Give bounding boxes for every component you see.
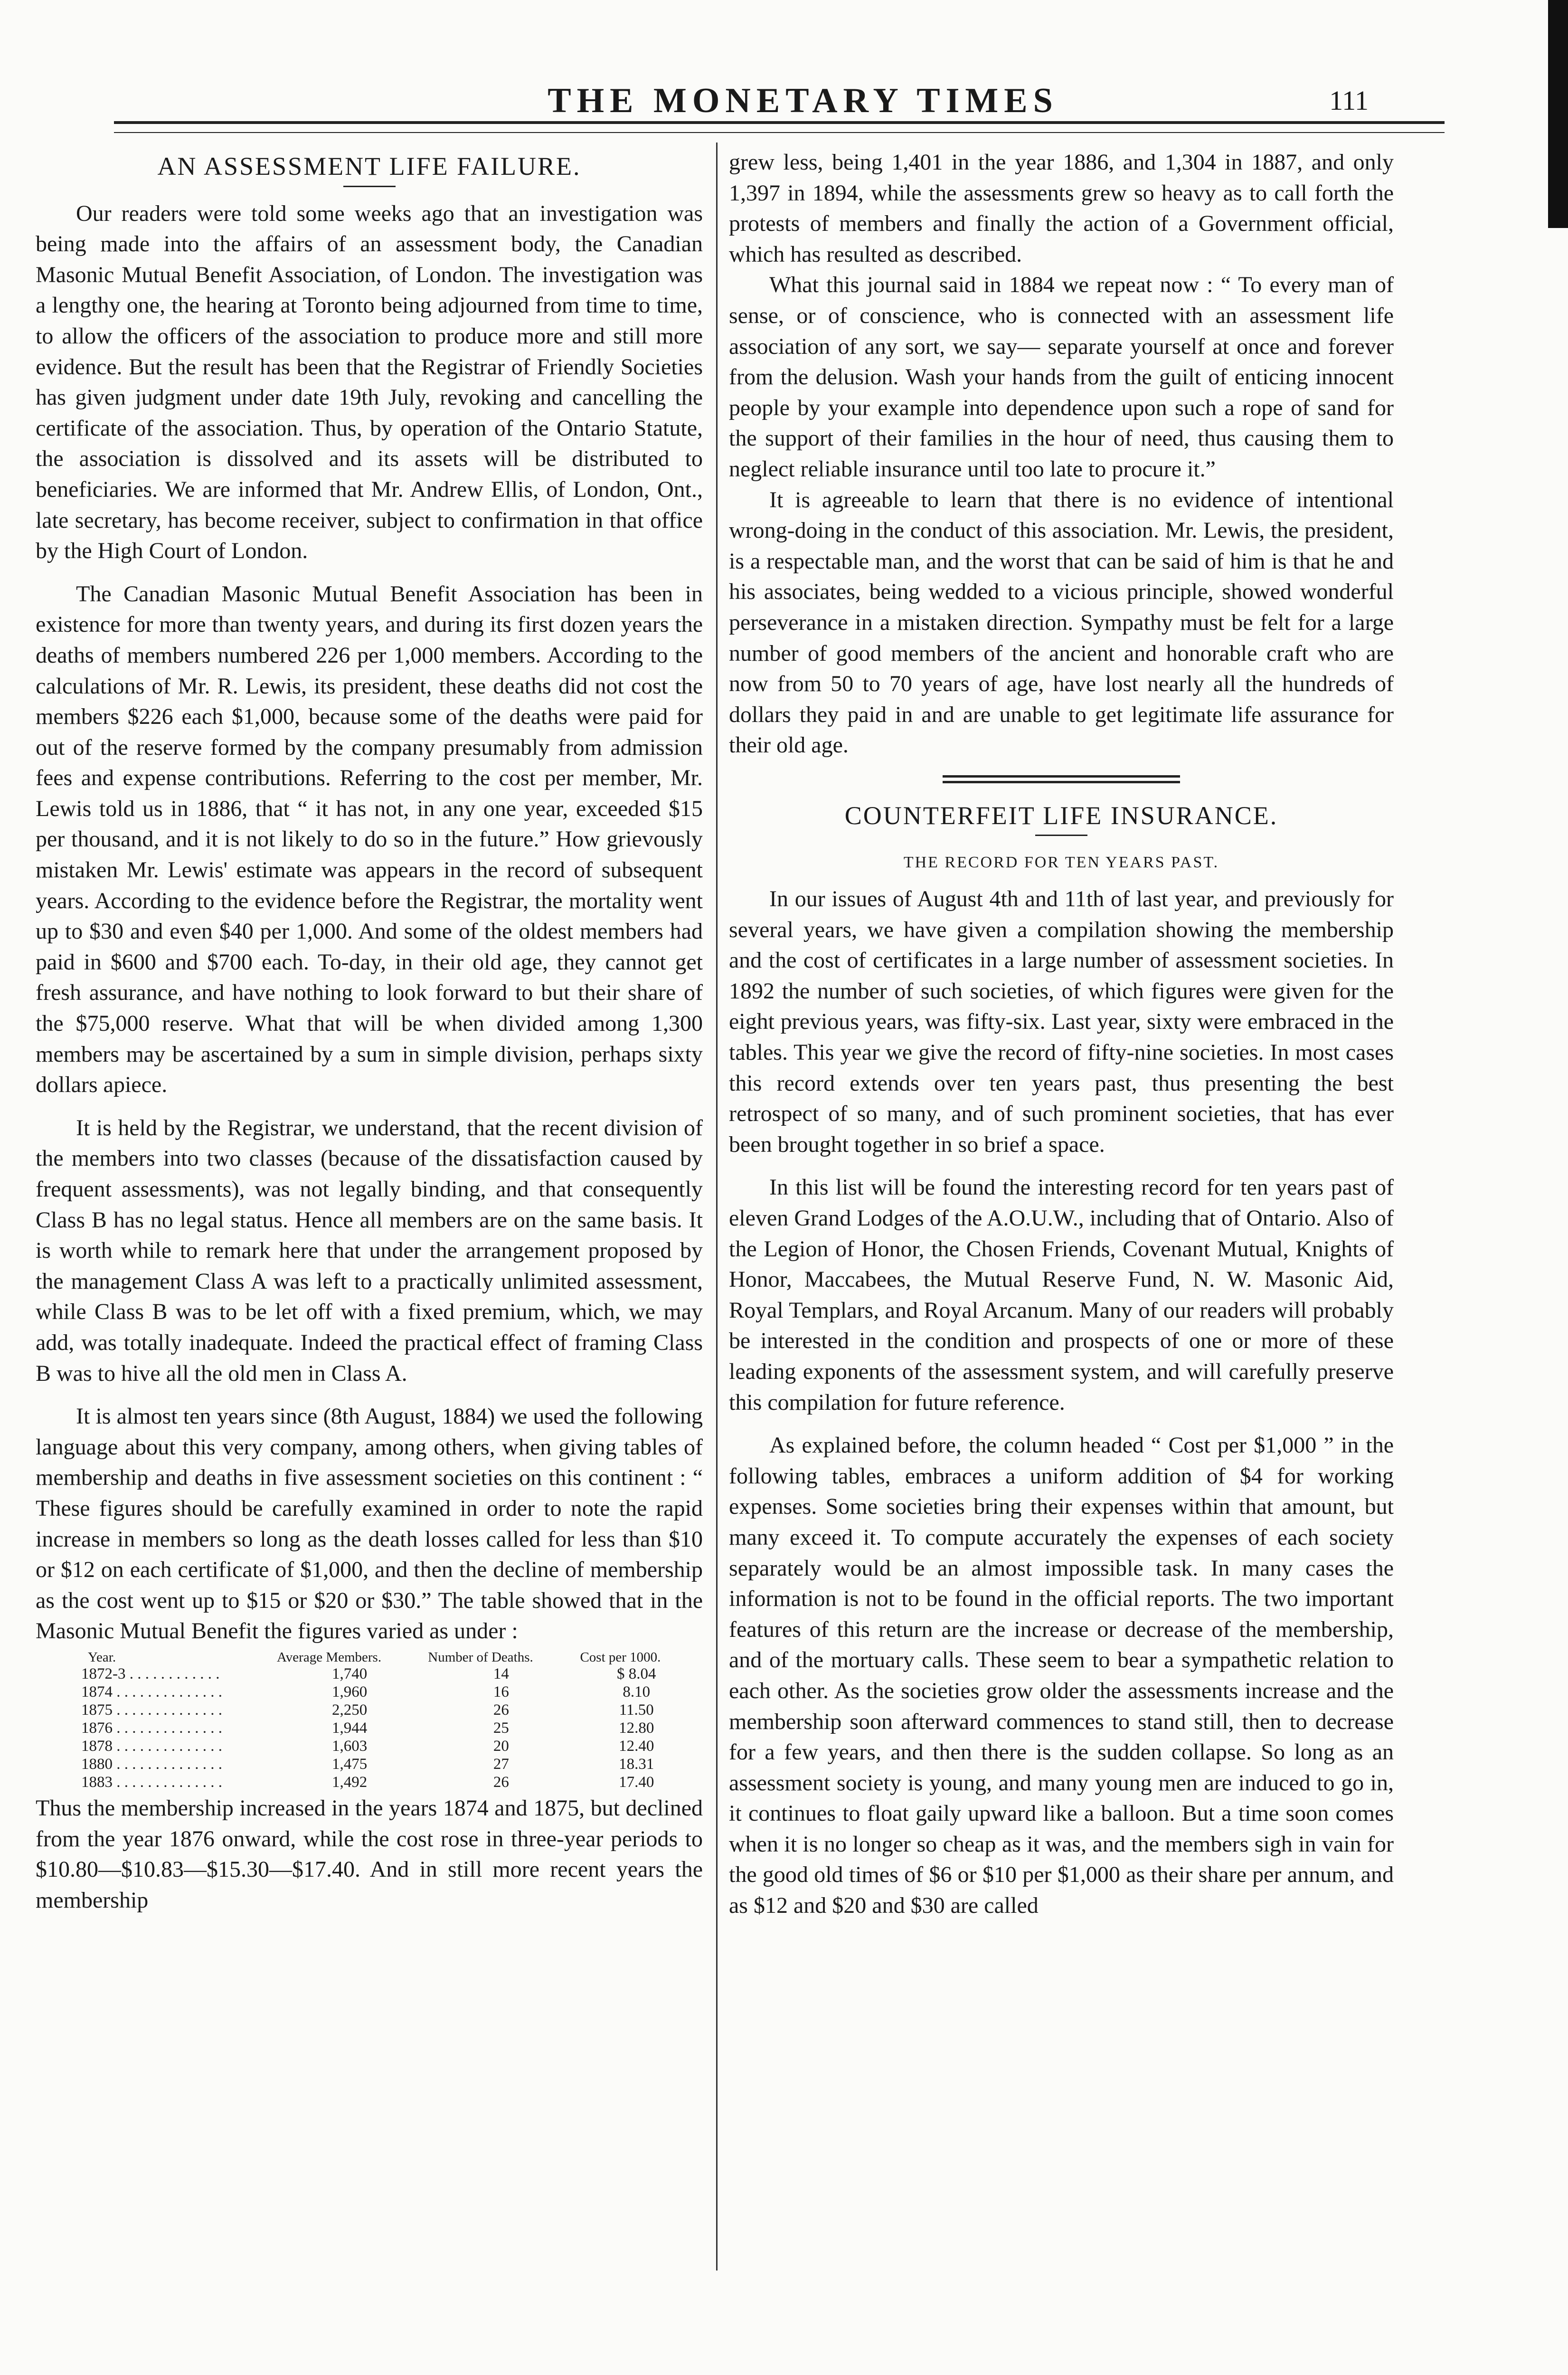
table-row bbox=[78, 1665, 696, 1683]
table-cell: 1872-3 . . . . . . . . . . . . bbox=[81, 1665, 220, 1682]
table-row bbox=[78, 1701, 696, 1719]
paragraph: In this list will be found the interesting record for ten years past of eleven Grand Lodges of the A.O.U.W., including that of Ontario. Also of the Legion of Honor, the Chosen Friends, Covenant Mutual, Knights of Honor, Maccabees, the Mutual Reserve Fund, N. W. Masonic Aid, Royal Templars, and Royal Arcanum. Many of our readers will probably be interested in the condition and prospects of one or more of these leading exponents of the assessment system, and will carefully preserve this compilation for future reference. bbox=[729, 1175, 1394, 1415]
paragraph: It is held by the Registrar, we understand, that the recent division of the members into two classes (because of the dissatisfaction caused by frequent assessments), was not legally binding, and that consequently Class B has no legal status. Hence all members are on the same basis. It is worth while to remark here that under the arrangement proposed by the management Class A was left to a practically unlimited assessment, while Class B was to be let off with a fixed premium, which, we may add, was totally inadequate. Indeed the practical effect of framing Class B was to hive all the old men in Class A. bbox=[36, 1115, 703, 1386]
article-subtitle: THE RECORD FOR TEN YEARS PAST. bbox=[903, 854, 1219, 872]
scan-edge bbox=[1548, 0, 1568, 228]
table-header: Year. bbox=[88, 1649, 116, 1665]
paragraph: As explained before, the column headed “ Cost per $1,000 ” in the following tables, embraces a uniform addition of $4 for working expenses. Some societies bring their expenses within that amount, but many exceed it. To compute accurately the expenses of each society separately would be an almost impossible task. In many cases the information is not to be found in the official reports. The two important features of this return are the increase or decrease of the membership, and of the mortuary calls. These seem to bear a sympathetic relation to each other. As the societies grow older the assessments increase and the membership soon afterward commences to stand still, then to decrease for a few years, and then there is the sudden collapse. So long as an assessment society is young, and many young men are induced to go in, it continues to float gaily upward like a balloon. But a time soon comes when it is no longer so cheap as it was, and the members sigh in vain for the good old times of $6 or $10 per $1,000 as their share per annum, and as $12 and $20 and $30 are called bbox=[729, 1433, 1394, 1919]
header-rule-thick bbox=[114, 121, 1445, 124]
section-divider bbox=[943, 775, 1180, 783]
table-cell: 11.50 bbox=[619, 1701, 654, 1719]
paragraph: grew less, being 1,401 in the year 1886, and 1,304 in 1887, and only 1,397 in 1894, while the assessments grew so heavy as to call forth the protests of members and finally the action of a Government official, which has resulted as described. bbox=[729, 150, 1394, 267]
table-row bbox=[78, 1719, 696, 1737]
table-header-row bbox=[78, 1651, 696, 1665]
paragraph: Thus the membership increased in the years 1874 and 1875, but declined from the year 1876 onward, while the cost rose in three-year periods to $10.80—$10.83—$15.30—$17.40. And in still more recent years the membership bbox=[36, 1795, 703, 1913]
table-cell: 1880 . . . . . . . . . . . . . . bbox=[81, 1755, 222, 1773]
paragraph: What this journal said in 1884 we repeat now : “ To every man of sense, or of conscience, who is connected with an assessment life association of any sort, we say— separate yourself at once and forever from the delusion. Wash your hands from the guilt of enticing innocent people by your example into dependence upon such a rope of sand for the support of their families in the hour of need, thus causing them to neglect reliable insurance until too late to procure it.” bbox=[729, 272, 1394, 482]
title-rule bbox=[1035, 835, 1087, 836]
column-divider bbox=[716, 142, 718, 2270]
article-title: COUNTERFEIT LIFE INSURANCE. bbox=[844, 801, 1278, 830]
table-row bbox=[78, 1683, 696, 1701]
table-cell: $ 8.04 bbox=[616, 1665, 656, 1682]
table-cell: 1878 . . . . . . . . . . . . . . bbox=[81, 1737, 222, 1755]
page-number: 111 bbox=[1329, 85, 1369, 116]
table-cell: 1,740 bbox=[332, 1665, 368, 1682]
table-header: Average Members. bbox=[277, 1649, 382, 1665]
table-cell: 1,603 bbox=[332, 1737, 368, 1755]
table-cell: 12.80 bbox=[619, 1719, 654, 1737]
paragraph: It is almost ten years since (8th August, 1884) we used the following language about this very company, among others, when giving tables of membership and deaths in five assessment societies on this continent : “ These figures should be carefully examined in order to note the rapid increase in members so long as the death losses called for less than $10 or $12 on each certificate of $1,000, and then the decline of membership as the cost went up to $15 or $20 or $30.” The table showed that in the Masonic Mutual Benefit the figures varied as under : bbox=[36, 1404, 703, 1644]
table-cell: 20 bbox=[493, 1737, 509, 1755]
table-header: Number of Deaths. bbox=[428, 1649, 533, 1665]
left-column bbox=[36, 147, 703, 1916]
table-cell: 1875 . . . . . . . . . . . . . . bbox=[81, 1701, 222, 1719]
table-cell: 14 bbox=[493, 1665, 509, 1682]
table-cell: 1,944 bbox=[332, 1719, 368, 1737]
table-cell: 1,475 bbox=[332, 1755, 368, 1773]
paragraph: The Canadian Masonic Mutual Benefit Association has been in existence for more than twenty years, and during its first dozen years the deaths of members numbered 226 per 1,000 members. According to the calculations of Mr. R. Lewis, its president, these deaths did not cost the members $226 each $1,000, because some of the deaths were paid for out of the reserve formed by the company presumably from admission fees and expense contributions. Referring to the cost per member, Mr. Lewis told us in 1886, that “ it has not, in any one year, exceeded $15 per thousand, and it is not likely to do so in the future.” How grievously mistaken Mr. Lewis' estimate was appears in the record of subsequent years. According to the evidence before the Registrar, the mortality went up to $30 and even $40 per 1,000. And some of the oldest members had paid in $600 and $700 each. To-day, in their old age, they cannot get fresh assurance, and have nothing to look forward to but their share of the $75,000 reserve. What that will be when divided among 1,300 members may be ascertained by a sum in simple division, perhaps sixty dollars apiece. bbox=[36, 581, 703, 1098]
table-cell: 1874 . . . . . . . . . . . . . . bbox=[81, 1683, 222, 1700]
article-title: AN ASSESSMENT LIFE FAILURE. bbox=[157, 152, 581, 180]
title-rule bbox=[343, 186, 396, 187]
table-row bbox=[78, 1737, 696, 1755]
table-cell: 8.10 bbox=[623, 1683, 651, 1700]
table-cell: 27 bbox=[493, 1755, 509, 1773]
table-cell: 1883 . . . . . . . . . . . . . . bbox=[81, 1773, 222, 1791]
table-cell: 1,960 bbox=[332, 1683, 368, 1700]
table-cell: 12.40 bbox=[619, 1737, 654, 1755]
table-cell: 1876 . . . . . . . . . . . . . . bbox=[81, 1719, 222, 1737]
paragraph: It is agreeable to learn that there is no evidence of intentional wrong-doing in the conduct of this association. Mr. Lewis, the president, is a respectable man, and the worst that can be said of him is that he and his associates, being wedded to a vicious principle, showed wonderful perseverance in a mistaken direction. Sympathy must be felt for a large number of good members of the ancient and honorable craft who are now from 50 to 70 years of age, have lost nearly all the hundreds of dollars they paid in and are unable to get legitimate life assurance for their old age. bbox=[729, 487, 1394, 758]
masonic-mutual-table bbox=[78, 1651, 696, 1791]
paragraph: In our issues of August 4th and 11th of last year, and previously for several years, we have given a compilation showing the membership and the cost of certificates in a large number of assessment societies. In 1892 the number of such societies, of which figures were given for the eight previous years, was fifty-six. Last year, sixty were embraced in the tables. This year we give the record of fifty-nine societies. In most cases this record extends over ten years past, thus presenting the best retrospect of so many, and of such prominent societies, that has ever been brought together in so brief a space. bbox=[729, 886, 1394, 1157]
table-cell: 2,250 bbox=[332, 1701, 368, 1719]
header-rule-thin bbox=[114, 132, 1445, 133]
table-cell: 16 bbox=[493, 1683, 509, 1700]
publication-title: THE MONETARY TIMES bbox=[548, 81, 1058, 120]
table-cell: 25 bbox=[493, 1719, 509, 1737]
table-header: Cost per 1000. bbox=[580, 1649, 661, 1665]
table-cell: 26 bbox=[493, 1773, 509, 1791]
table-cell: 18.31 bbox=[619, 1755, 654, 1773]
right-column bbox=[729, 147, 1394, 1921]
table-cell: 17.40 bbox=[619, 1773, 654, 1791]
table-cell: 1,492 bbox=[332, 1773, 368, 1791]
table-row bbox=[78, 1755, 696, 1773]
table-row bbox=[78, 1773, 696, 1791]
paragraph: Our readers were told some weeks ago that an investigation was being made into the affairs of an assessment body, the Canadian Masonic Mutual Benefit Association, of London. The investigation was a lengthy one, the hearing at Toronto being adjourned from time to time, to allow the officers of the association to produce more and still more evidence. But the result has been that the Registrar of Friendly Societies has given judgment under date 19th July, revoking and cancelling the certificate of the association. Thus, by operation of the Ontario Statute, the association is dissolved and its assets will be distributed to beneficiaries. We are informed that Mr. Andrew Ellis, of London, Ont., late secretary, has become receiver, subject to confirmation in that office by the High Court of London. bbox=[36, 200, 703, 564]
table-cell: 26 bbox=[493, 1701, 509, 1719]
